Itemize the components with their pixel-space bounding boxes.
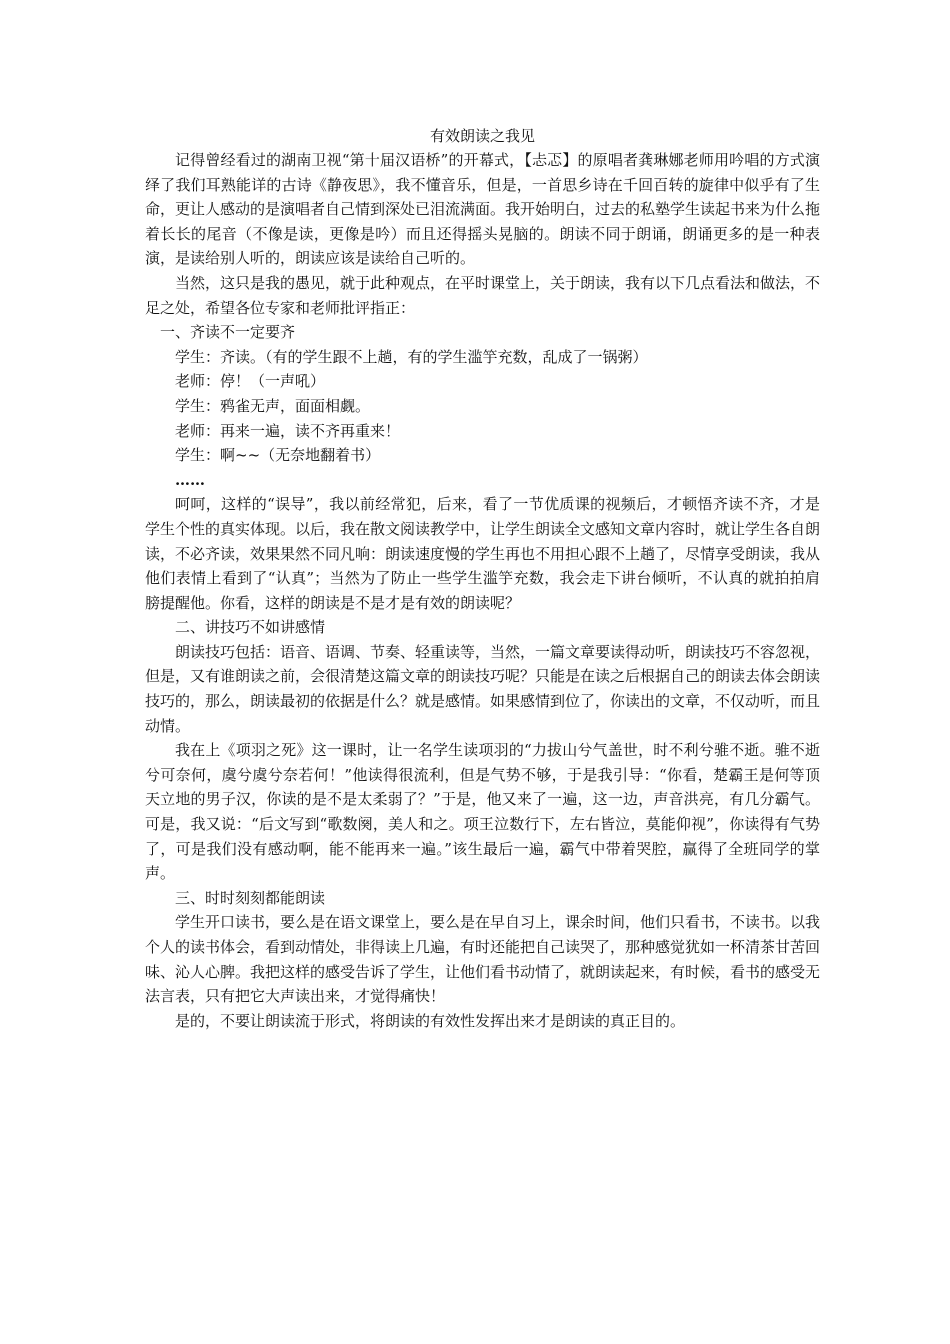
intro-paragraph-1: 记得曾经看过的湖南卫视“第十届汉语桥”的开幕式，【忐忑】的原唱者龚琳娜老师用吟唱的方式演绎了我们耳熟能详的古诗《静夜思》，我不懂音乐，但是，一首思乡诗在千回百转的旋律中似乎有了生命，更让人感动的是演唱者自己情到深处已泪流满面。我开始明白，过去的私塾学生读起书来为什么拖着长长的尾音（不像是读，更像是吟）而且还得摇头晃脑的。朗读不同于朗诵，朗诵更多的是一种表演，是读给别人听的，朗读应该是读给自己听的。 [145,151,821,268]
dialogue-line-3: 学生：鸦雀无声，面面相觑。 [175,396,371,415]
dialogue-line-5: 学生：啊~~（无奈地翻着书） [175,446,381,465]
intro-paragraph-2: 当然，这只是我的愚见，就于此种观点，在平时课堂上，关于朗读，我有以下几点看法和做法，不足之处，希望各位专家和老师批评指正： [145,273,821,317]
document-title: 有效朗读之我见 [429,127,535,145]
section-2-paragraph-1: 朗读技巧包括：语音、语调、节奏、轻重读等，当然，一篇文章要读得动听，朗读技巧不容忽视，但是，又有谁朗读之前，会很清楚这篇文章的朗读技巧呢？只能是在读之后根据自己的朗读去体会朗读技巧的，那么，朗读最初的依据是什么？就是感情。如果感情到位了，你读出的文章，不仅动听，而且动情。 [145,642,821,735]
dialogue-line-1: 学生：齐读。（有的学生跟不上趟，有的学生滥竽充数，乱成了一锅粥） [175,347,648,366]
section-2-paragraph-2: 我在上《项羽之死》这一课时，让一名学生读项羽的“力拔山兮气盖世，时不利兮骓不逝。骓不逝兮可奈何，虞兮虞兮奈若何！”他读得很流利，但是气势不够，于是我引导：“你看，楚霸王是何等顶天立地的男子汉，你读的是不是太柔弱了？”于是，他又来了一遍，这一边，声音洪亮，有几分霸气。可是，我又说：“后文写到“歌数阕，美人和之。项王泣数行下，左右皆泣，莫能仰视”，你读得有气势了，可是我们没有感动啊，能不能再来一遍。”该生最后一遍，霸气中带着哭腔，赢得了全班同学的掌声。 [145,741,820,883]
dialogue-line-2: 老师：停！（一声吼） [175,372,326,391]
section-3-paragraph-2: 是的，不要让朗读流于形式，将朗读的有效性发挥出来才是朗读的真正目的。 [175,1011,686,1030]
ellipsis: …… [175,470,205,489]
section-3-paragraph-1: 学生开口读书，要么是在语文课堂上，要么是在早自习上，课余时间，他们只看书，不读书。以我个人的读书体会，看到动情处，非得读上几遍，有时还能把自己读哭了，那种感觉犹如一杯清茶甘苦回味、沁人心脾。我把这样的感受告诉了学生，让他们看书动情了，就朗读起来，有时候，看书的感受无法言表，只有把它大声读出来，才觉得痛快！ [145,913,821,1006]
section-2-heading: 二、讲技巧不如讲感情 [175,618,326,637]
section-3-heading: 三、时时刻刻都能朗读 [175,888,326,907]
document-page [145,124,820,1033]
section-1-heading: 一、齐读不一定要齐 [160,323,296,342]
dialogue-line-4: 老师：再来一遍，读不齐再重来！ [175,421,401,440]
section-1-body: 呵呵，这样的“误导”，我以前经常犯，后来，看了一节优质课的视频后，才顿悟齐读不齐，才是学生个性的真实体现。以后，我在散文阅读教学中，让学生朗读全文感知文章内容时，就让学生各自朗读，不必齐读，效果果然不同凡响：朗读速度慢的学生再也不用担心跟不上趟了，尽情享受朗读，我从他们表情上看到了“认真”；当然为了防止一些学生滥竽充数，我会走下讲台倾听，不认真的就拍拍肩膀提醒他。你看，这样的朗读是不是才是有效的朗读呢？ [145,495,821,612]
